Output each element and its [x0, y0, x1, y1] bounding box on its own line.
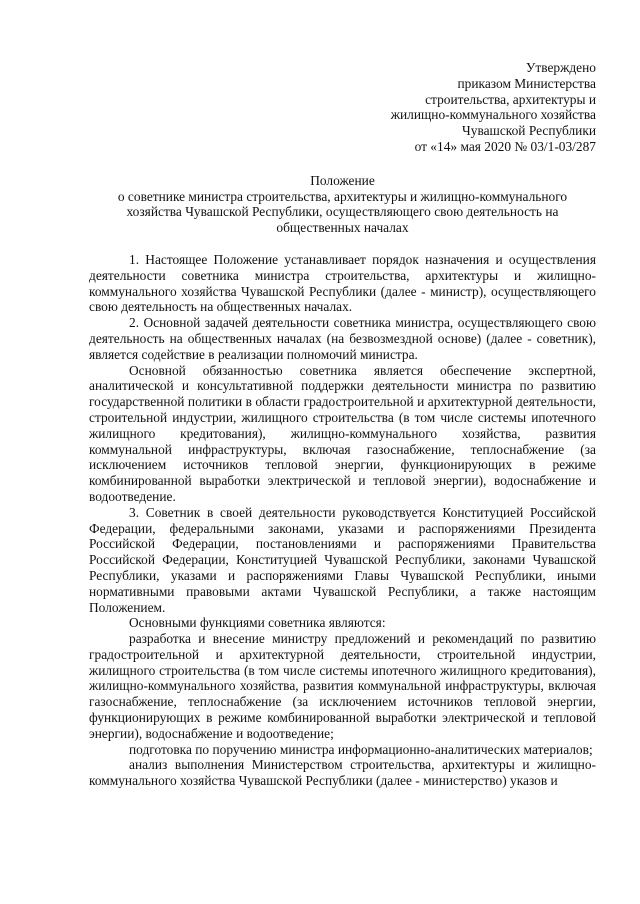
- paragraph: Основной обязанностью советника является обеспечение экспертной, аналитической и консультативной поддержки деятельности министра по развитию государственной политики в области градостроительной и архитектурной деятельности, строительной индустрии, жилищного строительства (в том числе системы ипотечного жилищного кредитования), жилищно-коммунального хозяйства, развития коммунальной инфраструктуры, включая газоснабжение, теплоснабжение (за исключением источников тепловой энергии, функционирующих в режиме комбинированной выработки электрической и тепловой энергии), водоснабжение и водоотведение.: [89, 362, 596, 504]
- approval-line: Чувашской Республики: [462, 123, 596, 139]
- title-line: общественных началах: [276, 220, 409, 236]
- paragraph: 2. Основной задачей деятельности советника министра, осуществляющего свою деятельность на общественных началах (на безвозмездной основе) (далее - советник), является содействие в реализации полномочий министра.: [89, 315, 596, 362]
- title-line: о советнике министра строительства, архитектуры и жилищно-коммунального: [117, 188, 568, 204]
- approval-line: приказом Министерства: [457, 75, 596, 91]
- paragraph: 3. Советник в своей деятельности руководствуется Конституцией Российской Федерации, федеральными законами, указами и распоряжениями Президента Российской Федерации, постановлениями и распоряжениями Правительства Российской Федерации, Конституцией Чувашской Республики, законами Чувашской Республики, указами и распоряжениями Главы Чувашской Республики, иными нормативными правовыми актами Чувашской Республики, а также настоящим Положением.: [89, 504, 596, 615]
- paragraph: подготовка по поручению министра информационно-аналитических материалов;: [129, 741, 593, 757]
- paragraph: 1. Настоящее Положение устанавливает порядок назначения и осуществления деятельности советника министра строительства, архитектуры и жилищно-коммунального хозяйства Чувашской Республики (далее - министр), осуществляющего свою деятельность на общественных началах.: [89, 251, 596, 315]
- paragraph: Основными функциями советника являются:: [129, 615, 386, 631]
- title-heading: Положение: [310, 172, 375, 188]
- document-body: [89, 252, 596, 789]
- paragraph: анализ выполнения Министерством строительства, архитектуры и жилищно-коммунального хозяйства Чувашской Республики (далее - министерство) указов и: [89, 757, 596, 789]
- approval-stamp: [89, 60, 596, 155]
- title-line: хозяйства Чувашской Республики, осуществляющего свою деятельность на: [126, 204, 559, 220]
- approval-line: строительства, архитектуры и: [425, 91, 596, 107]
- approval-line: Утверждено: [525, 60, 596, 75]
- approval-line: жилищно-коммунального хозяйства: [390, 107, 596, 123]
- paragraph: разработка и внесение министру предложений и рекомендаций по развитию градостроительной и архитектурной деятельности, строительной индустрии, жилищного строительства (в том числе системы ипотечного жилищного кредитования), жилищно-коммунального хозяйства, развития коммунальной инфраструктуры, включая газоснабжение, теплоснабжение (за исключением источников тепловой энергии, функционирующих в режиме комбинированной выработки электрической и тепловой энергии), водоснабжение и водоотведение;: [89, 631, 596, 741]
- document-title: [89, 173, 596, 236]
- approval-line: от «14» мая 2020 № 03/1-03/287: [414, 138, 596, 154]
